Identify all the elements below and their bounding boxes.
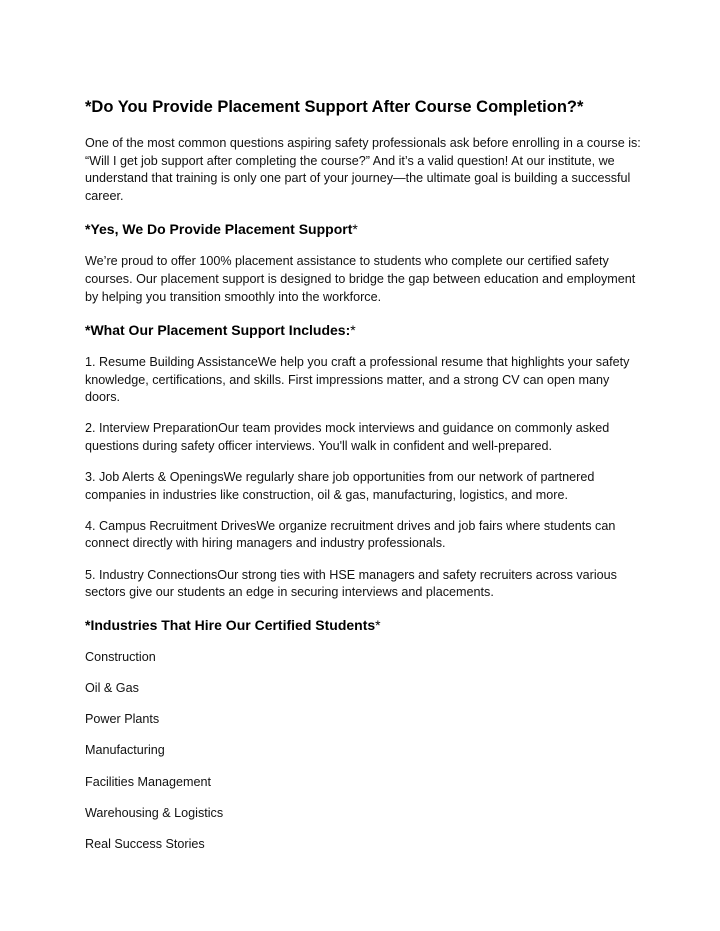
industry-item: Manufacturing — [85, 743, 165, 758]
support-item-campus-drives: 4. Campus Recruitment DrivesWe organize recruitment drives and job fairs where students can connect directly with hiring managers and industry professionals. — [85, 518, 616, 551]
document-title: *Do You Provide Placement Support After Course Completion?* — [85, 98, 584, 116]
industry-item: Warehousing & Logistics — [85, 805, 224, 820]
section-heading-text: *Industries That Hire Our Certified Students — [85, 617, 376, 634]
section-heading-tail: * — [350, 322, 356, 339]
intro-paragraph: One of the most common questions aspiring safety professionals ask before enrolling in a course is: “Will I get job support after completing the course?” And it’s a valid question! At our institute, we understand that training is only one part of your journey—the ultimate goal is building a successful career. — [85, 136, 641, 203]
industry-item: Real Success Stories — [85, 836, 205, 851]
section-heading-text: *Yes, We Do Provide Placement Support — [85, 221, 353, 238]
section-heading-tail: * — [352, 221, 358, 238]
industry-item: Oil & Gas — [85, 681, 139, 696]
document-page — [85, 96, 645, 867]
placement-support-paragraph: We’re proud to offer 100% placement assistance to students who complete our certified safety courses. Our placement support is designed to bridge the gap between education and employment by helping you transition smoothly into the workforce. — [85, 254, 636, 304]
support-item-interview: 2. Interview PreparationOur team provides mock interviews and guidance on commonly asked questions during safety officer interviews. You'll walk in confident and well-prepared. — [85, 421, 610, 454]
support-item-industry-connections: 5. Industry ConnectionsOur strong ties with HSE managers and safety recruiters across various sectors give our students an edge in securing interviews and placements. — [85, 567, 617, 600]
section-heading-text: *What Our Placement Support Includes: — [85, 322, 351, 339]
industry-item: Construction — [85, 650, 156, 665]
industry-item: Power Plants — [85, 712, 160, 727]
support-item-job-alerts: 3. Job Alerts & OpeningsWe regularly share job opportunities from our network of partnered companies in industries like construction, oil & gas, manufacturing, logistics, and more. — [85, 470, 595, 502]
section-heading-tail: * — [375, 617, 381, 634]
section-heading-placement-support — [85, 219, 645, 239]
section-heading-support-includes — [85, 320, 645, 340]
industry-item: Facilities Management — [85, 774, 211, 789]
section-heading-industries — [85, 615, 645, 635]
support-item-resume: 1. Resume Building AssistanceWe help you craft a professional resume that highlights your safety knowledge, certifications, and skills. First impressions matter, and a strong CV can open many doors. — [85, 355, 630, 405]
